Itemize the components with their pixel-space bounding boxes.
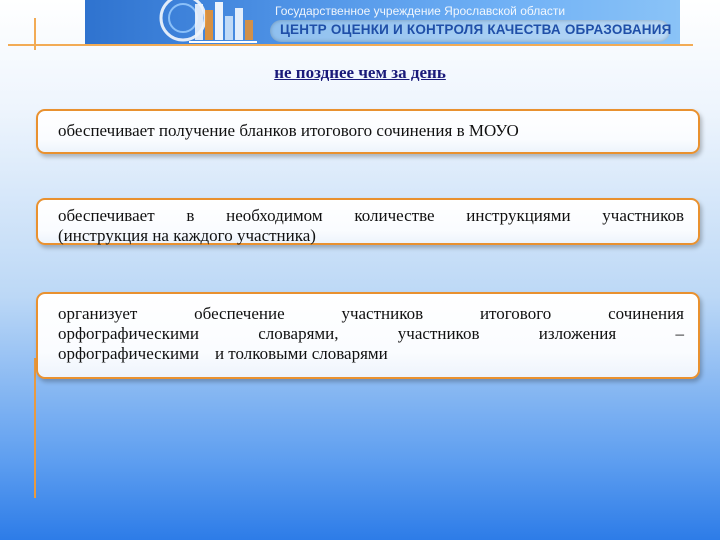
item-box-1	[36, 109, 700, 154]
item-3-line-1: организует обеспечение участников итогового сочинения	[58, 304, 684, 323]
header-banner	[85, 0, 680, 45]
accent-line-top	[34, 18, 36, 50]
item-3-line-3	[58, 344, 684, 364]
org-name-pill	[270, 20, 670, 42]
accent-line-bottom	[34, 358, 36, 498]
org-line: Государственное учреждение Ярославской области	[275, 4, 566, 18]
item-2-line-1: обеспечивает в необходимом количестве инструкциями участников	[58, 206, 684, 225]
item-3-line-3b: и толковыми словарями	[214, 344, 388, 363]
item-3-line-3a: орфографическими	[58, 344, 199, 363]
item-1-text: обеспечивает получение бланков итогового сочинения в МОУО	[58, 121, 519, 140]
building-logo-icon	[123, 0, 263, 45]
item-box-2	[36, 198, 700, 245]
header-divider	[8, 44, 693, 46]
item-box-3	[36, 292, 700, 379]
org-name: ЦЕНТР ОЦЕНКИ И КОНТРОЛЯ КАЧЕСТВА ОБРАЗОВАНИЯ	[280, 22, 672, 37]
item-2-line-2: (инструкция на каждого участника)	[58, 226, 316, 245]
item-3-line-2: орфографическими словарями, участников изложения –	[58, 324, 684, 343]
page-title: не позднее чем за день	[274, 63, 446, 82]
